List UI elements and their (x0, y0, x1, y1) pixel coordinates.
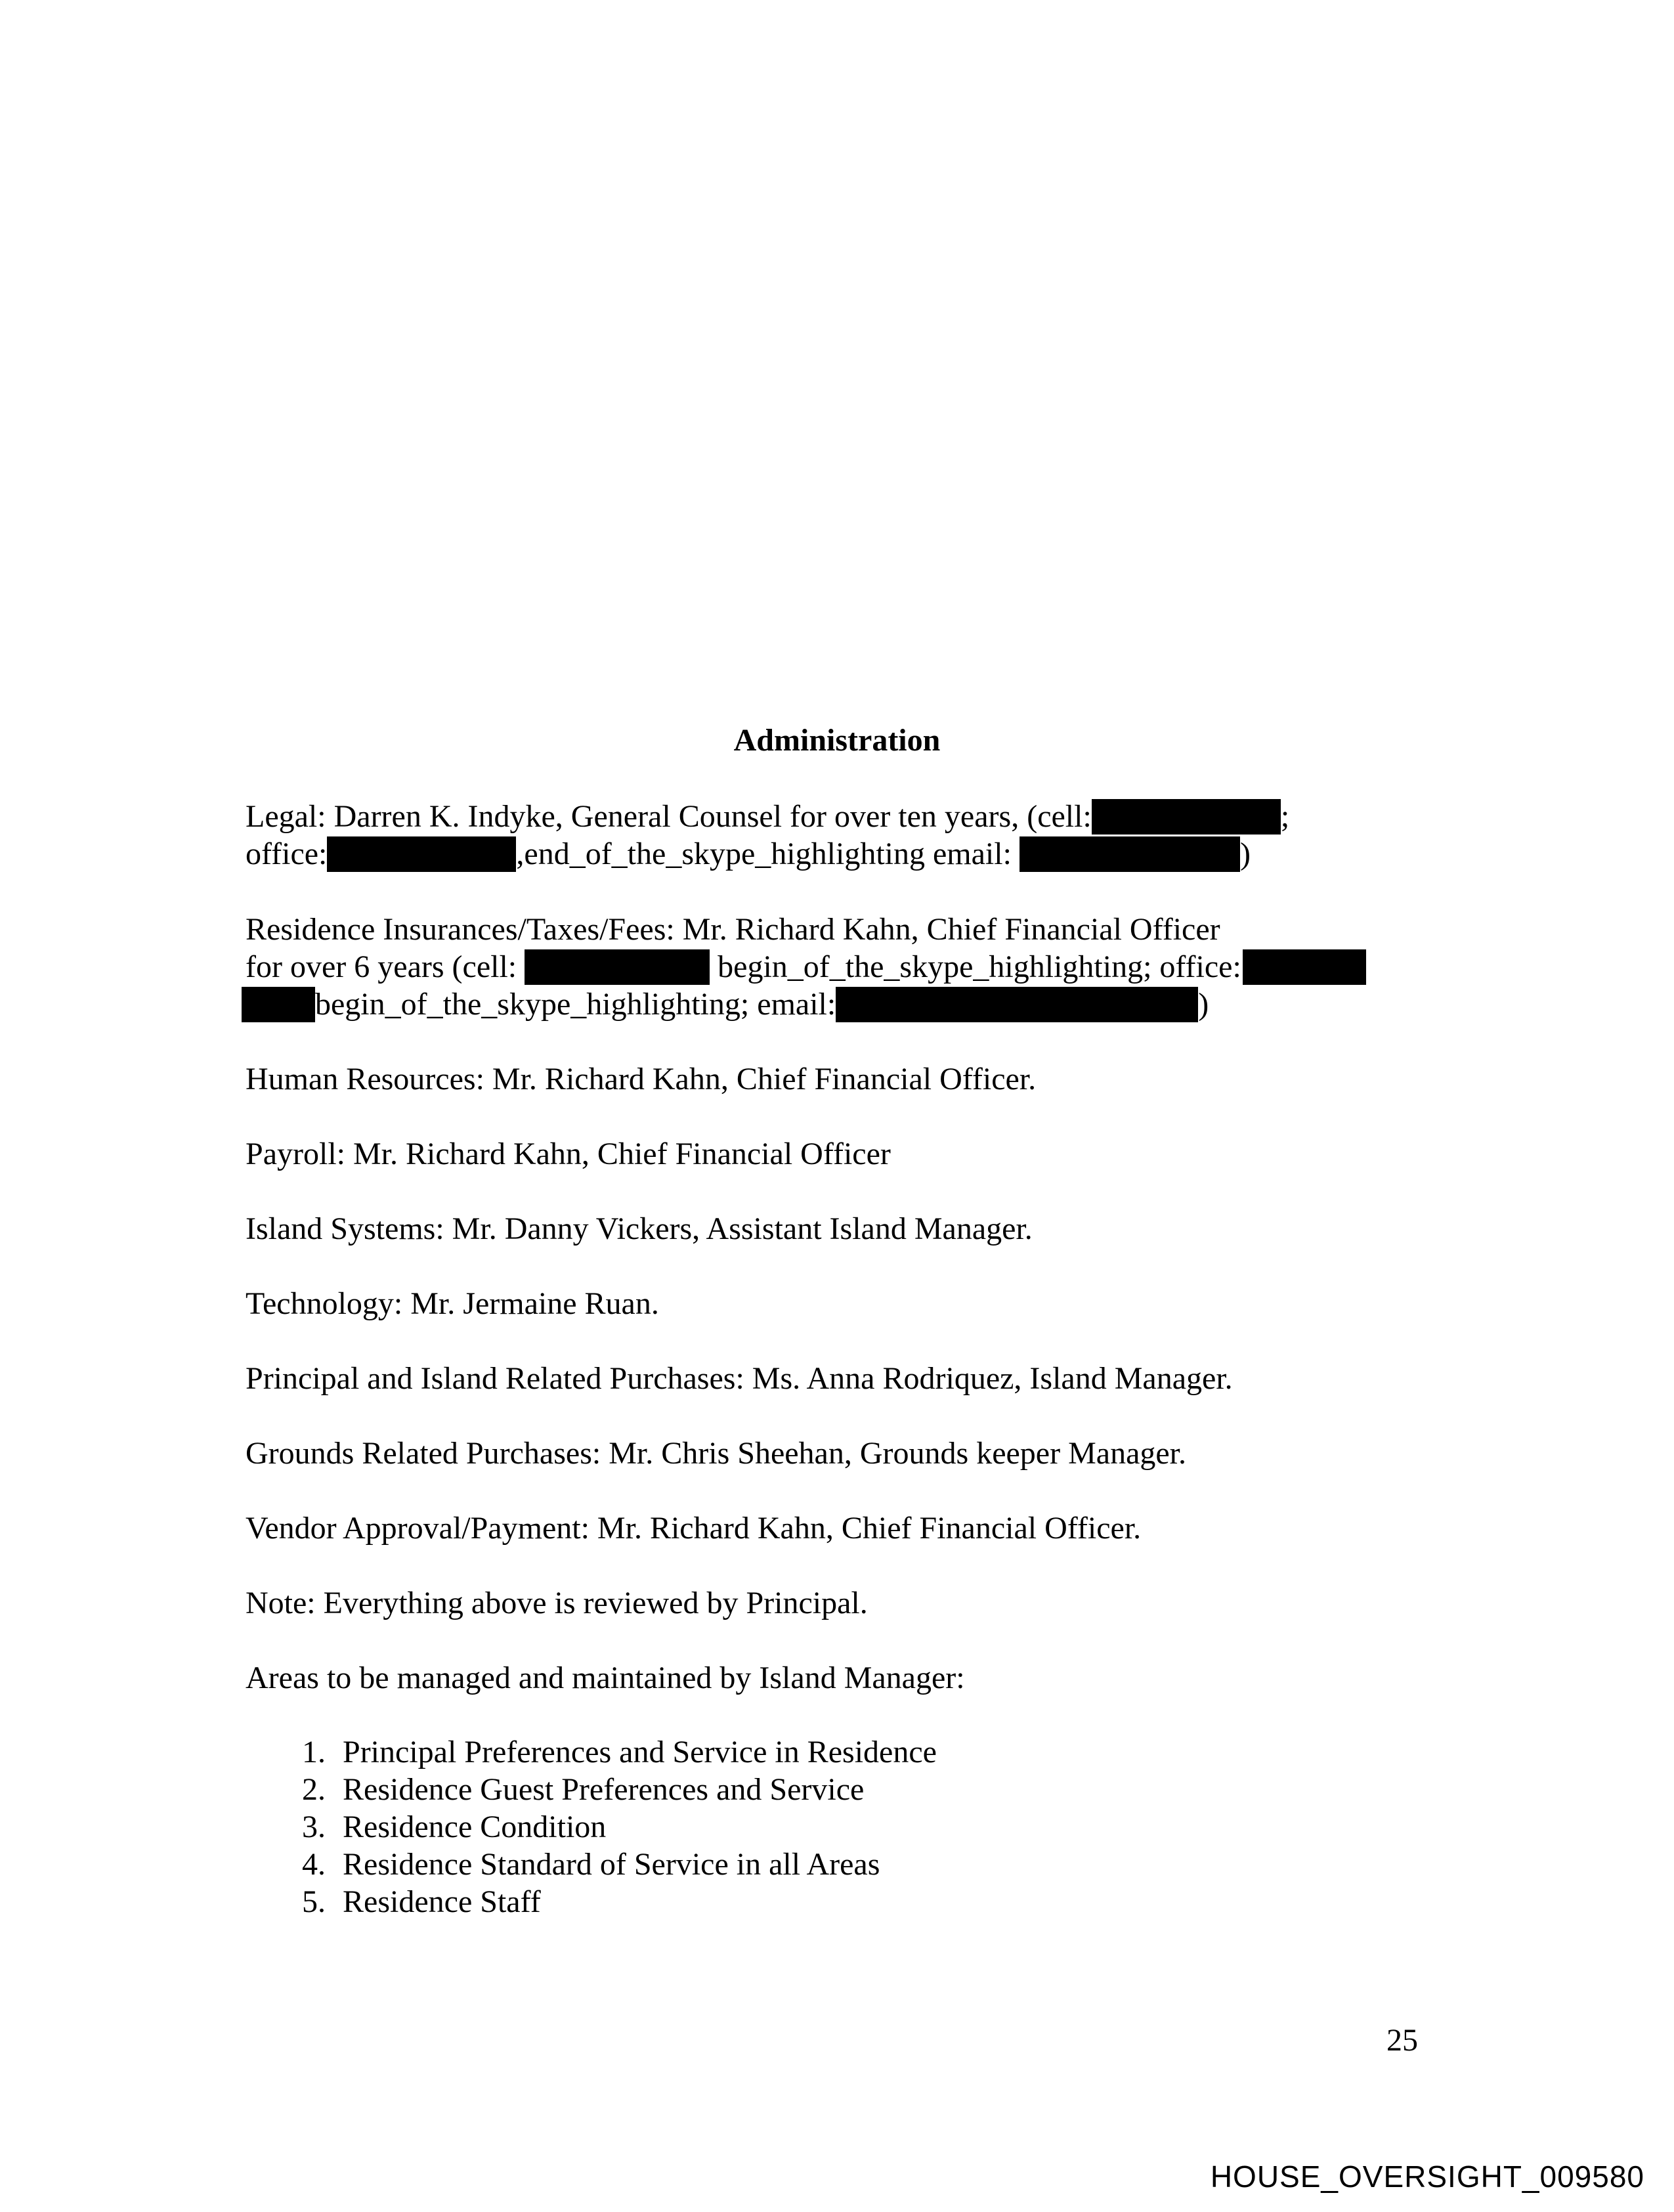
redaction-box (1243, 949, 1366, 985)
redaction-box (1092, 799, 1281, 835)
legal-line-1 (246, 797, 1289, 836)
entry-human-resources: Human Resources: Mr. Richard Kahn, Chief Financial Officer. (246, 1062, 1037, 1096)
entry-principal-purchases: Principal and Island Related Purchases: Ms. Anna Rodriquez, Island Manager. (246, 1361, 1233, 1396)
list-text: Residence Condition (343, 1810, 607, 1844)
residence-line-2 (246, 947, 1366, 987)
legal-line-2 (246, 835, 1251, 874)
residence-line-3 (242, 985, 1209, 1024)
residence-punct: ) (1198, 987, 1209, 1022)
legal-punct: ) (1239, 836, 1251, 871)
redaction-box (242, 987, 315, 1022)
list-number: 3. (302, 1810, 326, 1844)
entry-technology: Technology: Mr. Jermaine Ruan. (246, 1286, 659, 1321)
list-text: Principal Preferences and Service in Residence (343, 1735, 937, 1769)
residence-text: begin_of_the_skype_highlighting; email: (315, 987, 836, 1022)
list-text: Residence Standard of Service in all Areas (343, 1847, 880, 1882)
legal-text: Legal: Darren K. Indyke, General Counsel for over ten years, (cell: (246, 799, 1092, 834)
entry-payroll: Payroll: Mr. Richard Kahn, Chief Financial Officer (246, 1137, 891, 1171)
residence-line-1: Residence Insurances/Taxes/Fees: Mr. Richard Kahn, Chief Financial Officer (246, 912, 1220, 947)
residence-text: for over 6 years (cell: (246, 949, 517, 984)
list-number: 4. (302, 1847, 326, 1882)
entry-grounds-purchases: Grounds Related Purchases: Mr. Chris Sheehan, Grounds keeper Manager. (246, 1436, 1187, 1471)
entry-vendor-approval: Vendor Approval/Payment: Mr. Richard Kahn, Chief Financial Officer. (246, 1511, 1142, 1546)
entry-island-systems: Island Systems: Mr. Danny Vickers, Assistant Island Manager. (246, 1211, 1033, 1246)
redaction-box (836, 987, 1198, 1022)
redaction-box (525, 949, 710, 985)
list-text: Residence Staff (343, 1884, 541, 1919)
list-text: Residence Guest Preferences and Service (343, 1772, 865, 1807)
legal-punct: ; (1280, 799, 1290, 834)
legal-text: ,end_of_the_skype_highlighting email: (516, 836, 1012, 871)
section-heading: Administration (733, 723, 941, 758)
list-number: 2. (302, 1772, 326, 1807)
legal-text: office: (246, 836, 328, 871)
list-number: 5. (302, 1884, 326, 1919)
entry-areas-intro: Areas to be managed and maintained by Island Manager: (246, 1660, 965, 1695)
entry-note: Note: Everything above is reviewed by Principal. (246, 1586, 868, 1620)
list-number: 1. (302, 1735, 326, 1769)
page-number: 25 (1386, 2023, 1418, 2058)
redaction-box (1019, 836, 1240, 872)
residence-text: begin_of_the_skype_highlighting; office: (710, 949, 1241, 984)
bates-number: HOUSE_OVERSIGHT_009580 (1210, 2159, 1644, 2194)
redaction-box (327, 836, 516, 872)
